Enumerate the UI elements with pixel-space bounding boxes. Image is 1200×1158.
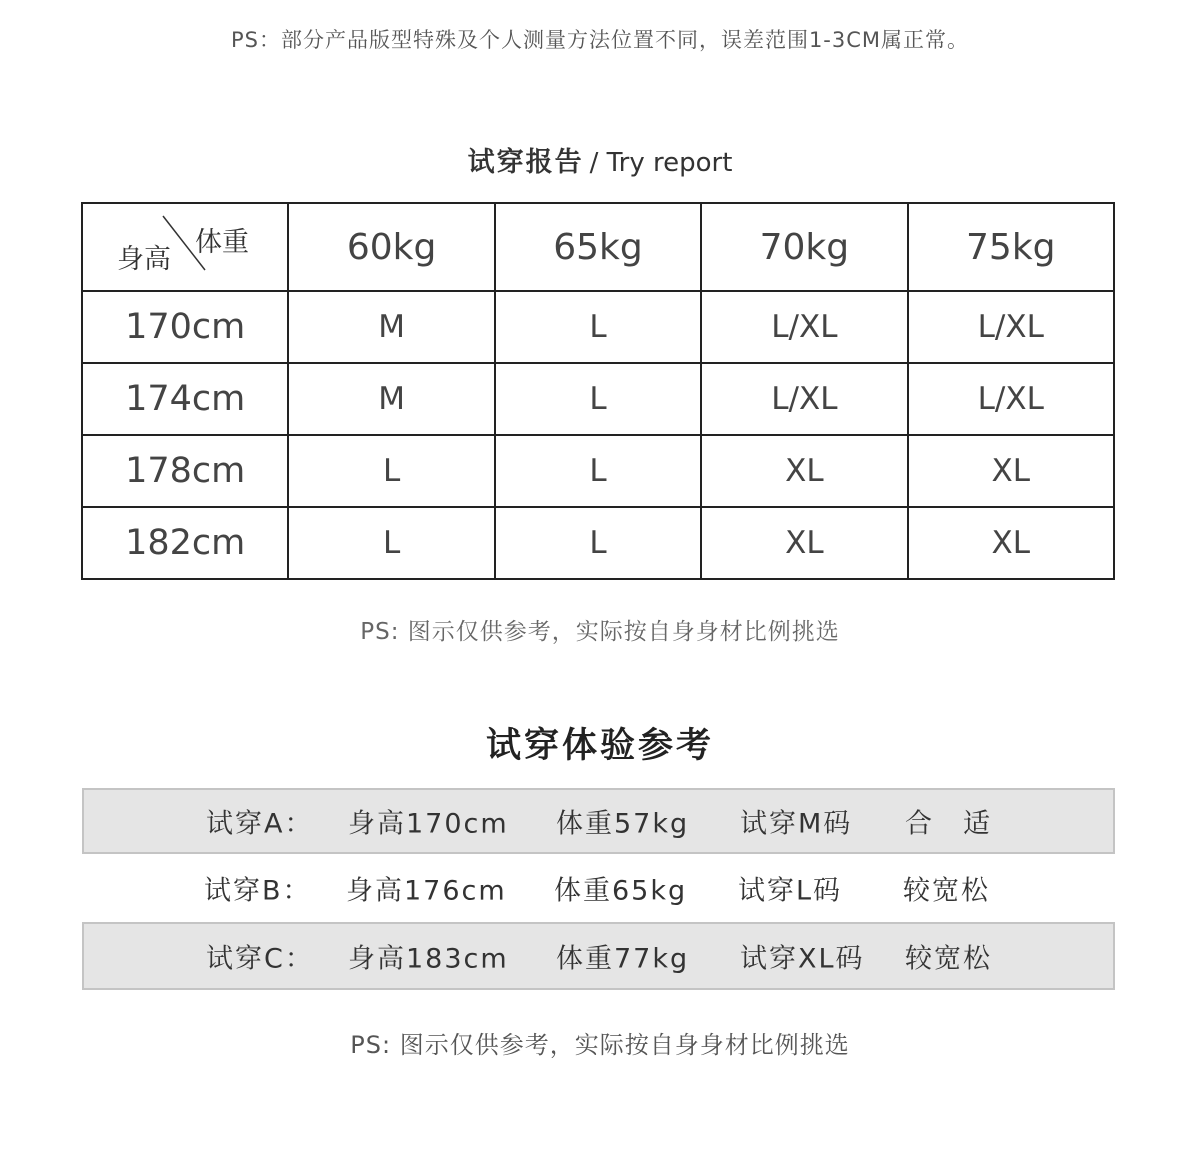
tester-size: 试穿XL码 <box>740 943 865 975</box>
report-title-en: / Try report <box>589 148 733 178</box>
weight-header: 65kg <box>495 203 701 291</box>
weight-header: 60kg <box>288 203 494 291</box>
size-cell: L <box>495 435 701 507</box>
diagonal-divider <box>83 204 288 290</box>
tester-label: 试穿C： <box>206 943 314 975</box>
table-row <box>82 507 1114 579</box>
tester-size: 试穿M码 <box>740 808 853 840</box>
tester-size: 试穿L码 <box>738 875 843 907</box>
tester-label: 试穿B： <box>204 875 312 907</box>
tester-label: 试穿A： <box>206 808 314 840</box>
size-cell: L/XL <box>908 291 1114 363</box>
bottom-note: PS: 图示仅供参考，实际按自身身材比例挑选 <box>350 1031 850 1059</box>
size-cell: XL <box>701 435 907 507</box>
experience-row-b <box>82 855 1115 921</box>
corner-cell <box>82 203 288 291</box>
tester-fit: 合 适 <box>905 808 992 840</box>
corner-weight-label: 体重 <box>195 227 249 258</box>
height-cell: 170cm <box>82 291 288 363</box>
tester-weight: 体重65kg <box>554 875 688 907</box>
weight-header: 70kg <box>701 203 907 291</box>
size-cell: M <box>288 363 494 435</box>
size-cell: XL <box>908 435 1114 507</box>
table-row <box>82 291 1114 363</box>
size-cell: XL <box>908 507 1114 579</box>
tester-height: 身高183cm <box>348 943 509 975</box>
top-note: PS：部分产品版型特殊及个人测量方法位置不同，误差范围1-3CM属正常。 <box>230 28 970 52</box>
height-cell: 174cm <box>82 363 288 435</box>
size-cell: L <box>288 507 494 579</box>
experience-row-a <box>82 788 1115 854</box>
size-cell: L/XL <box>701 291 907 363</box>
corner-height-label: 身高 <box>117 244 171 275</box>
mid-note: PS: 图示仅供参考，实际按自身身材比例挑选 <box>360 619 840 645</box>
tester-fit: 较宽松 <box>905 943 992 975</box>
tester-height: 身高170cm <box>348 808 509 840</box>
weight-header: 75kg <box>908 203 1114 291</box>
size-cell: L <box>495 507 701 579</box>
tester-fit: 较宽松 <box>903 875 990 907</box>
height-cell: 182cm <box>82 507 288 579</box>
report-title <box>0 140 1200 179</box>
height-cell: 178cm <box>82 435 288 507</box>
size-cell: XL <box>701 507 907 579</box>
tester-weight: 体重57kg <box>556 808 690 840</box>
size-cell: L <box>495 291 701 363</box>
table-header-row <box>82 203 1114 291</box>
tester-height: 身高176cm <box>346 875 507 907</box>
size-cell: L <box>288 435 494 507</box>
report-title-zh: 试穿报告 <box>467 147 584 178</box>
experience-row-c <box>82 922 1115 990</box>
size-table <box>81 202 1115 580</box>
tester-weight: 体重77kg <box>556 943 690 975</box>
size-cell: L/XL <box>908 363 1114 435</box>
size-cell: M <box>288 291 494 363</box>
table-row <box>82 363 1114 435</box>
size-cell: L/XL <box>701 363 907 435</box>
size-cell: L <box>495 363 701 435</box>
table-row <box>82 435 1114 507</box>
experience-title: 试穿体验参考 <box>485 726 714 766</box>
